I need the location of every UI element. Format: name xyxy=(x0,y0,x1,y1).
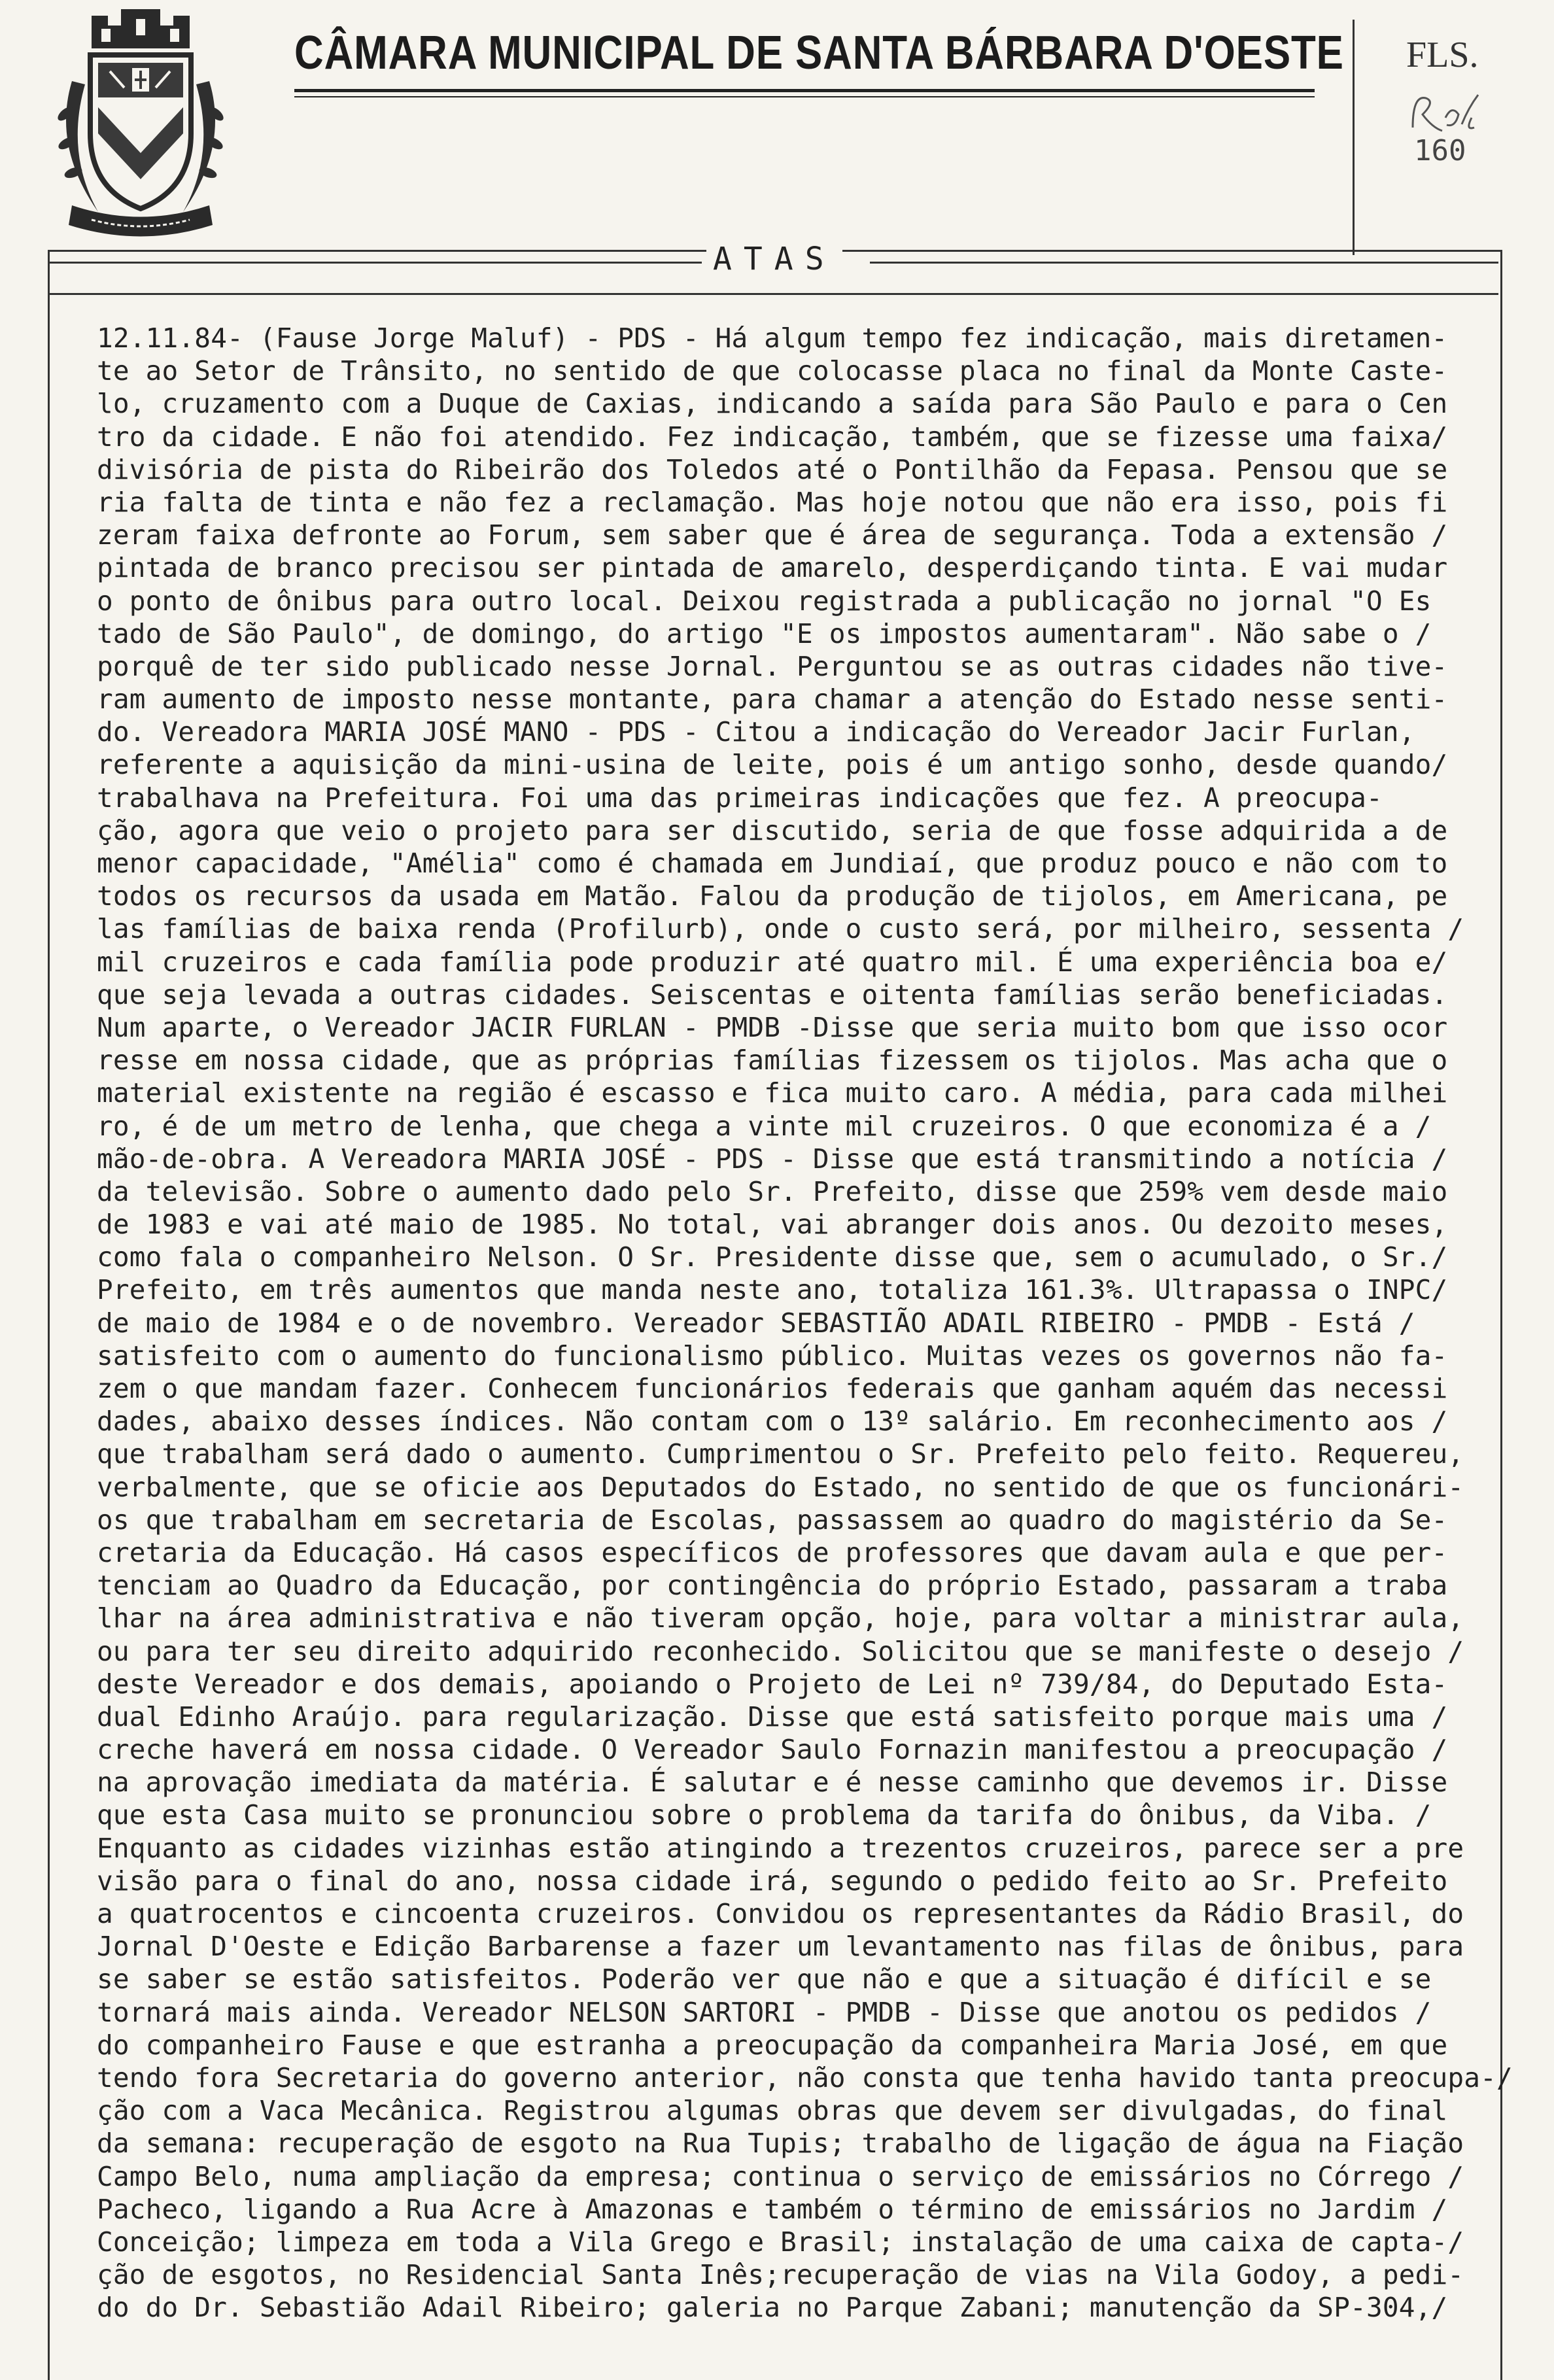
section-underline xyxy=(48,293,1498,295)
text-line: tro da cidade. E não foi atendido. Fez indicação, também, que se fizesse uma faixa/ xyxy=(97,421,1448,453)
text-line: ram aumento de imposto nesse montante, para chamar a atenção do Estado nesse senti- xyxy=(97,683,1448,716)
text-line: ção com a Vaca Mecânica. Registrou algumas obras que devem ser divulgadas, do final xyxy=(97,2095,1448,2127)
text-line: cretaria da Educação. Há casos específicos de professores que davam aula e que per- xyxy=(97,1536,1448,1568)
text-line: tado de São Paulo", de domingo, do artigo "E os impostos aumentaram". Não sabe o / xyxy=(97,617,1432,649)
text-line: resse em nossa cidade, que as próprias famílias fizessem os tijolos. Mas acha que o xyxy=(97,1044,1448,1077)
text-line: como fala o companheiro Nelson. O Sr. Presidente disse que, sem o acumulado, o Sr./ xyxy=(97,1241,1448,1273)
header-rule xyxy=(294,96,1315,97)
text-line: do do Dr. Sebastião Adail Ribeiro; galeria no Parque Zabani; manutenção da SP-304,/ xyxy=(97,2292,1448,2324)
text-line: do. Vereadora MARIA JOSÉ MANO - PDS - Citou a indicação do Vereador Jacir Furlan, xyxy=(97,716,1415,748)
text-line: se saber se estão satisfeitos. Poderão ver que não e que a situação é difícil e se xyxy=(97,1963,1432,1995)
text-line: Pacheco, ligando a Rua Acre à Amazonas e também o término de emissários no Jardim / xyxy=(97,2193,1448,2225)
council-name-heading: CÂMARA MUNICIPAL DE SANTA BÁRBARA D'OESTE xyxy=(294,27,1344,79)
text-line: na aprovação imediata da matéria. É salutar e é nesse caminho que devemos ir. Disse xyxy=(97,1767,1448,1799)
text-line: ção, agora que veio o projeto para ser discutido, seria de que fosse adquirida a de xyxy=(97,814,1448,846)
section-rule-left xyxy=(48,262,702,264)
text-line: satisfeito com o aumento do funcionalismo público. Muitas vezes os governos não fa- xyxy=(97,1339,1448,1371)
text-line: de maio de 1984 e o de novembro. Vereador SEBASTIÃO ADAIL RIBEIRO - PMDB - Está / xyxy=(97,1307,1415,1339)
text-line: a quatrocentos e cincoenta cruzeiros. Convidou os representantes da Rádio Brasil, do xyxy=(97,1898,1464,1929)
section-title: ATAS xyxy=(706,241,842,277)
text-line: Jornal D'Oeste e Edição Barbarense a fazer um levantamento nas filas de ônibus, para xyxy=(97,1931,1464,1963)
text-line: lhar na área administrativa e não tiveram opção, hoje, para voltar a ministrar aula, xyxy=(97,1602,1464,1634)
fls-label: FLS. xyxy=(1406,35,1479,75)
text-line: zeram faixa defronte ao Forum, sem saber que é área de segurança. Toda a extensão / xyxy=(97,519,1448,551)
text-line: las famílias de baixa renda (Profilurb), onde o custo será, por milheiro, sessenta / xyxy=(97,913,1464,945)
fls-divider xyxy=(1353,20,1355,255)
text-line: os que trabalham em secretaria de Escolas, passassem ao quadro do magistério da Se- xyxy=(97,1504,1448,1536)
text-line: que trabalham será dado o aumento. Cumprimentou o Sr. Prefeito pelo feito. Requereu, xyxy=(97,1438,1464,1470)
text-line: ro, é de um metro de lenha, que chega a vinte mil cruzeiros. O que economiza é a / xyxy=(97,1110,1432,1142)
text-line: 12.11.84- (Fause Jorge Maluf) - PDS - Há algum tempo fez indicação, mais diretamen- xyxy=(97,322,1448,354)
text-line: verbalmente, que se oficie aos Deputados do Estado, no sentido de que os funcionári- xyxy=(97,1471,1464,1503)
header-rule xyxy=(294,89,1315,92)
section-rule-right xyxy=(870,262,1498,264)
text-line: menor capacidade, "Amélia" como é chamada em Jundiaí, que produz pouco e não com to xyxy=(97,848,1448,879)
text-line: de 1983 e vai até maio de 1985. No total, vai abranger dois anos. Ou dezoito meses, xyxy=(97,1209,1448,1241)
text-line: Enquanto as cidades vizinhas estão atingindo a trezentos cruzeiros, parece ser a pre xyxy=(97,1832,1464,1864)
text-line: visão para o final do ano, nossa cidade irá, segundo o pedido feito ao Sr. Prefeito xyxy=(97,1865,1448,1897)
text-line: porquê de ter sido publicado nesse Jornal. Perguntou se as outras cidades não tive- xyxy=(97,650,1448,682)
text-line: pintada de branco precisou ser pintada de amarelo, desperdiçando tinta. E vai mudar xyxy=(97,552,1448,584)
text-line: Prefeito, em três aumentos que manda neste ano, totaliza 161.3%. Ultrapassa o INPC/ xyxy=(97,1274,1448,1306)
text-line: Conceição; limpeza em toda a Vila Grego e Brasil; instalação de uma caixa de capta-/ xyxy=(97,2226,1464,2258)
text-line: mil cruzeiros e cada família pode produzir até quatro mil. É uma experiência boa e/ xyxy=(97,946,1448,978)
text-line: todos os recursos da usada em Matão. Falou da produção de tijolos, em Americana, pe xyxy=(97,880,1448,912)
text-line: te ao Setor de Trânsito, no sentido de que colocasse placa no final da Monte Caste- xyxy=(97,355,1448,387)
coat-of-arms-icon xyxy=(46,3,235,238)
text-line: divisória de pista do Ribeirão dos Toledos até o Pontilhão da Fepasa. Pensou que se xyxy=(97,453,1448,485)
text-line: mão-de-obra. A Vereadora MARIA JOSÉ - PDS - Disse que está transmitindo a notícia / xyxy=(97,1143,1448,1175)
text-line: Num aparte, o Vereador JACIR FURLAN - PMDB -Disse que seria muito bom que isso ocor xyxy=(97,1011,1448,1043)
text-line: deste Vereador e dos demais, apoiando o Projeto de Lei nº 739/84, do Deputado Esta- xyxy=(97,1668,1448,1700)
text-line: creche haverá em nossa cidade. O Vereador Saulo Fornazin manifestou a preocupação / xyxy=(97,1734,1448,1766)
text-line: tenciam ao Quadro da Educação, por contingência do próprio Estado, passaram a traba xyxy=(97,1570,1448,1602)
text-line: lo, cruzamento com a Duque de Caxias, indicando a saída para São Paulo e para o Cen xyxy=(97,388,1448,420)
text-line: referente a aquisição da mini-usina de leite, pois é um antigo sonho, desde quando/ xyxy=(97,749,1448,781)
text-line: da televisão. Sobre o aumento dado pelo Sr. Prefeito, disse que 259% vem desde maio xyxy=(97,1175,1448,1207)
text-line: que seja levada a outras cidades. Seiscentas e oitenta famílias serão beneficiadas. xyxy=(97,978,1448,1010)
minutes-body xyxy=(97,322,1513,2324)
text-line: material existente na região é escasso e fica muito caro. A média, para cada milhei xyxy=(97,1077,1448,1109)
text-line: tornará mais ainda. Vereador NELSON SARTORI - PMDB - Disse que anotou os pedidos / xyxy=(97,1996,1432,2028)
page-number: 160 xyxy=(1414,134,1466,167)
text-line: do companheiro Fause e que estranha a preocupação da companheira Maria José, em que xyxy=(97,2029,1448,2061)
text-line: ou para ter seu direito adquirido reconhecido. Solicitou que se manifeste o desejo / xyxy=(97,1635,1464,1667)
text-line: dual Edinho Araújo. para regularização. Disse que está satisfeito porque mais uma / xyxy=(97,1700,1448,1733)
text-line: tendo fora Secretaria do governo anterior, não consta que tenha havido tanta preocupa-/ xyxy=(97,2061,1513,2094)
text-line: ção de esgotos, no Residencial Santa Inês;recuperação de vias na Vila Godoy, a pedi- xyxy=(97,2259,1464,2291)
text-line: que esta Casa muito se pronunciou sobre o problema da tarifa do ônibus, da Viba. / xyxy=(97,1799,1432,1831)
text-line: da semana: recuperação de esgoto na Rua Tupis; trabalho de ligação de água na Fiação xyxy=(97,2128,1464,2160)
text-line: trabalhava na Prefeitura. Foi uma das primeiras indicações que fez. A preocupa- xyxy=(97,782,1383,814)
text-line: Campo Belo, numa ampliação da empresa; continua o serviço de emissários no Córrego / xyxy=(97,2160,1464,2192)
handwritten-initials xyxy=(1406,82,1485,141)
text-line: ria falta de tinta e não fez a reclamação. Mas hoje notou que não era isso, pois fi xyxy=(97,486,1448,518)
text-line: zem o que mandam fazer. Conhecem funcionários federais que ganham aquém das necessi xyxy=(97,1373,1448,1404)
text-line: dades, abaixo desses índices. Não contam com o 13º salário. Em reconhecimento aos / xyxy=(97,1406,1448,1438)
text-line: o ponto de ônibus para outro local. Deixou registrada a publicação no jornal "O Es xyxy=(97,585,1432,617)
